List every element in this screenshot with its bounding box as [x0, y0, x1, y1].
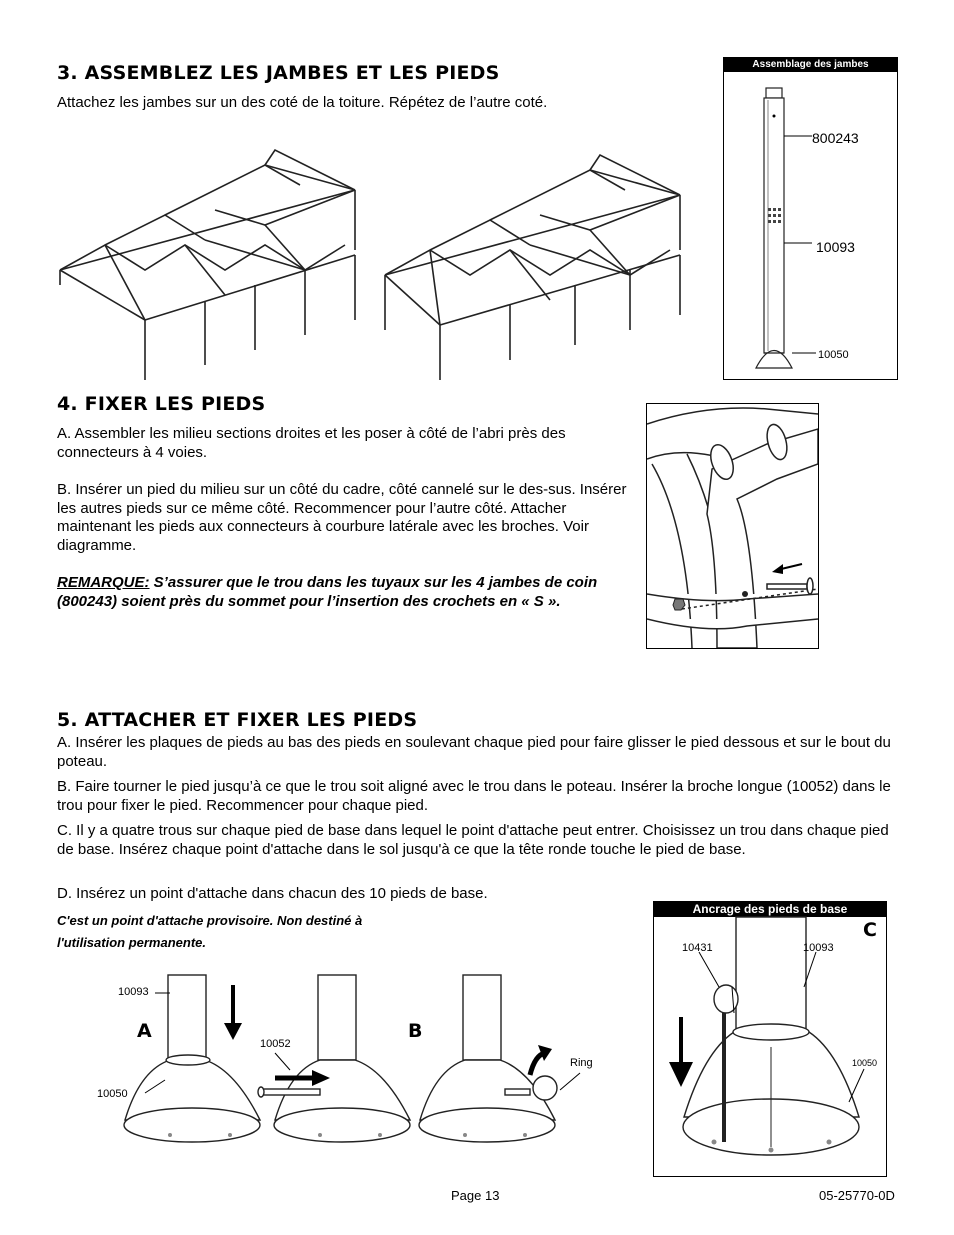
section-4-para-b: B. Insérer un pied du milieu sur un côté du cadre, côté cannelé sur le des-sus. Insérer les autres pieds sur ce même côté. Recommencer pour l’autre côté. Attacher maintenant les pieds aux connecteurs à courbure latérale avec les broches. Voir diagramme.: [57, 481, 627, 554]
base-anchor-illustration: [654, 917, 886, 1177]
section-4-para-a: A. Assembler les milieu sections droites et les poser à côté de l’abri près des connecteurs à 4 voies.: [57, 425, 566, 461]
section-5-para-d: D. Insérez un point d'attache dans chacun des 10 pieds de base.: [57, 885, 488, 902]
anchor-label-10431: 10431: [682, 942, 713, 954]
document-number: 05-25770-0D: [819, 1188, 895, 1203]
section-3-heading: 3. ASSEMBLEZ LES JAMBES ET LES PIEDS: [57, 62, 500, 84]
leg-label-10050: 10050: [818, 349, 849, 361]
section-4-heading: 4. FIXER LES PIEDS: [57, 393, 266, 415]
leg-assembly-figure: [723, 57, 898, 380]
section-5-note-line-2: l'utilisation permanente.: [57, 935, 207, 950]
connector-detail-figure: [646, 403, 819, 649]
section-3-text: Attachez les jambes sur un des coté de la toiture. Répétez de l’autre coté.: [57, 94, 548, 111]
note-text: S’assurer que le trou dans les tuyaux sur les 4 jambes de coin (800243) soient près du sommet pour l’insertion des crochets en « S ».: [57, 574, 598, 610]
note-label: REMARQUE:: [57, 574, 150, 591]
section-5-note: [57, 910, 362, 954]
page-number: Page 13: [451, 1188, 500, 1203]
leg-pipe-illustration: [754, 78, 814, 378]
base-anchor-header: Ancrage des pieds de base: [654, 902, 886, 917]
fig-label-10052: 10052: [260, 1038, 291, 1050]
leg-assembly-header: Assemblage des jambes: [724, 58, 897, 72]
canopy-frame-left-illustration: [55, 145, 365, 385]
foot-plate-assembly-illustration: [120, 975, 560, 1155]
anchor-label-10050: 10050: [852, 1058, 878, 1068]
fig-letter-b: B: [408, 1020, 423, 1042]
fig-label-ring: Ring: [570, 1057, 593, 1069]
anchor-label-10093: 10093: [803, 942, 834, 954]
section-4-note: [57, 573, 632, 611]
anchor-letter-c: C: [863, 919, 877, 941]
section-5-para-c: C. Il y a quatre trous sur chaque pied de base dans lequel le point d'attache peut entrer. Choisissez un trou dans chaque pied de base. Insérez chaque point d'attache dans le sol jusqu'à ce que la tête ronde touche le pied de base.: [57, 822, 889, 858]
section-5-para-b: B. Faire tourner le pied jusqu’à ce que le trou soit aligné avec le trou dans le poteau. Insérer la broche longue (10052) dans le trou pour fixer le pied. Recommencer pour chaque pied.: [57, 778, 891, 814]
fig-label-10093: 10093: [118, 986, 149, 998]
leg-label-10093: 10093: [816, 239, 855, 255]
connector-pin-illustration: [647, 404, 818, 648]
section-5-note-line-1: C'est un point d'attache provisoire. Non destiné à: [57, 913, 363, 928]
fig-letter-a: A: [137, 1020, 152, 1042]
canopy-frame-right-illustration: [380, 150, 690, 390]
leg-label-800243: 800243: [812, 130, 859, 146]
fig-label-10050: 10050: [97, 1088, 128, 1100]
section-5-para-a: A. Insérer les plaques de pieds au bas des pieds en soulevant chaque pied pour faire glisser le pied dessous et sur le bout du poteau.: [57, 734, 891, 770]
base-anchor-figure: [653, 901, 887, 1177]
section-5-heading: 5. ATTACHER ET FIXER LES PIEDS: [57, 709, 418, 731]
